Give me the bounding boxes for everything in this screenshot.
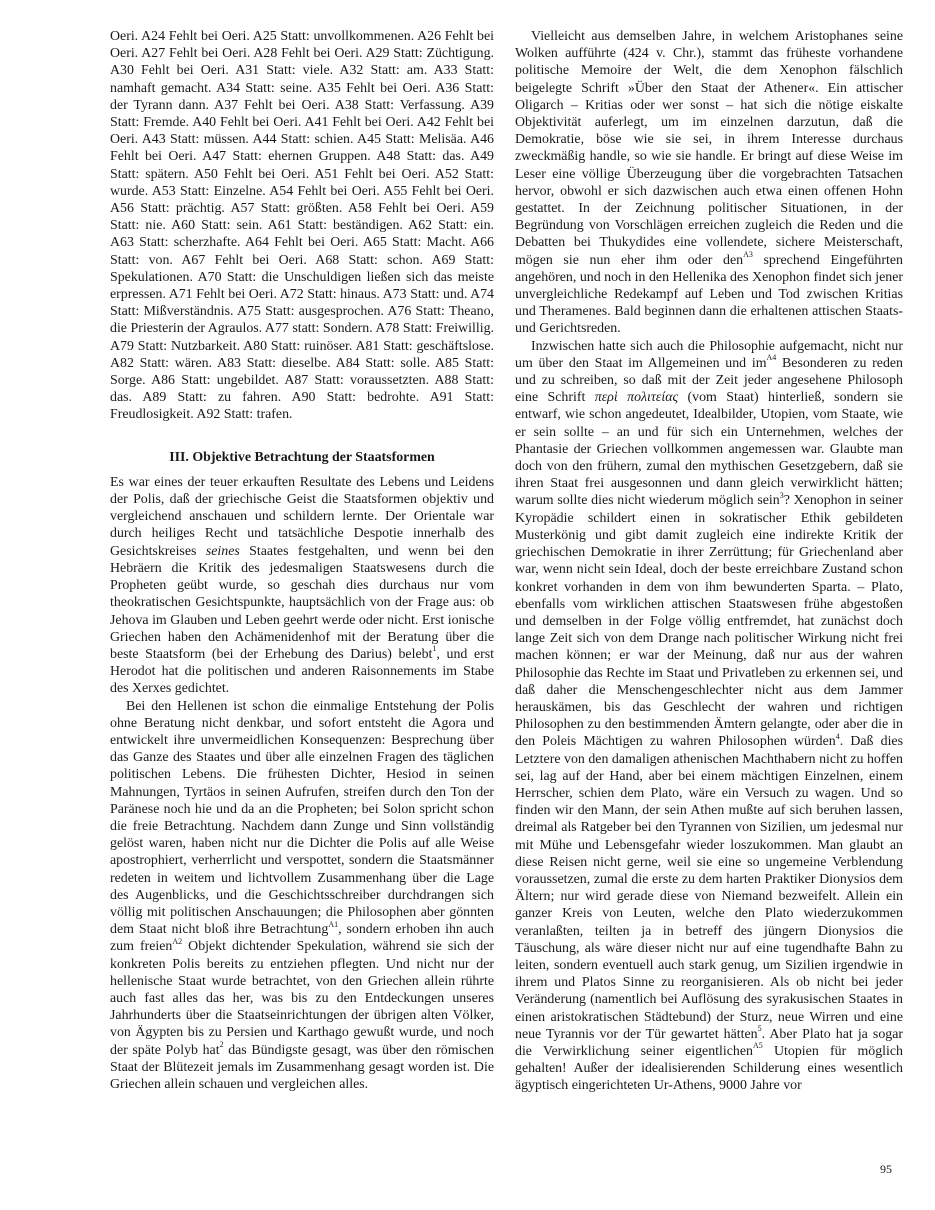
footnote-ref: 3 bbox=[779, 490, 784, 500]
body-paragraph-1: Es war eines der teuer erkauften Resultate des Lebens und Leidens der Polis, daß der griechische Geist die Staatsformen objektiv und vergleichend anschauen und schildern lernte. Der Orientale war durch heiliges Recht und tatsächliche Despotie innerhalb des Gesichtskreises seines Staates festgehalten, und wenn bei den Hebräern die Kritik des jedesmaligen Staatswesens durch die Propheten geübt wurde, so geschah dies durchaus nur vom theokratischen Gesichtspunkte, hauptsächlich von der Frage aus: ob Jehova im Glauben und Leben geehrt werde oder nicht. Erst ionische Griechen haben den Achämenidenhof mit der Beratung über die beste Staatsform (bei der Erhebung des Darius) belebt$^1$, und erst Herodot hat die politischen und anderen Raisonnements im Stabe des Xerxes gedichtet. bbox=[110, 474, 494, 697]
endnotes-paragraph: Oeri. A24 Fehlt bei Oeri. A25 Statt: unvollkommenen. A26 Fehlt bei Oeri. A27 Fehlt bei Oeri. A28 Fehlt bei Oeri. A29 Statt: Züchtigung. A30 Fehlt bei Oeri. A31 Statt: viele. A32 Statt: am. A33 Statt: namhaft gemacht. A34 Statt: seine. A35 Fehlt bei Oeri. A36 Statt: der Tyrann dann. A37 Fehlt bei Oeri. A38 Statt: Verfassung. A39 Statt: Fremde. A40 Fehlt bei Oeri. A41 Fehlt bei Oeri. A42 Fehlt bei Oeri. A43 Statt: müssen. A44 Statt: schien. A45 Statt: Melisäa. A46 Fehlt bei Oeri. A47 Statt: ehernen Gruppen. A48 Statt: das. A49 Statt: spätern. A50 Fehlt bei Oeri. A51 Fehlt bei Oeri. A52 Statt: wurde. A53 Statt: Einzelne. A54 Fehlt bei Oeri. A55 Fehlt bei Oeri. A56 Statt: prächtig. A57 Statt: größten. A58 Fehlt bei Oeri. A59 Statt: nie. A60 Statt: sein. A61 Statt: beständigen. A62 Statt: ein. A63 Statt: scherzhafte. A64 Fehlt bei Oeri. A65 Statt: Macht. A66 Statt: von. A67 Fehlt bei Oeri. A68 Statt: schon. A69 Statt: Spekulationen. A70 Statt: die Unschuldigen ließen sich das meiste erpressen. A71 Fehlt bei Oeri. A72 Statt: hinaus. A73 Statt: und. A74 Statt: Mißverständnis. A75 Statt: ausgesprochen. A76 Statt: Theano, die Priesterin der Agraulos. A77 statt: Sondern. A78 Statt: Freiwillig. A79 Statt: Nutzbarkeit. A80 Statt: ruinöser. A81 Statt: geschäftslose. A82 Statt: wären. A83 Statt: dieselbe. A84 Statt: solle. A85 Statt: Sorge. A86 Statt: ungebildet. A87 Statt: voraussetzten. A88 Statt: das. A89 Statt: zu fahren. A90 Statt: bedrohte. A91 Statt: Freudlosigkeit. A92 Statt: trafen. bbox=[110, 29, 494, 423]
footnote-ref: 5 bbox=[757, 1024, 762, 1034]
footnote-ref: 2 bbox=[219, 1039, 224, 1049]
body-paragraph-2: Bei den Hellenen ist schon die einmalige Entstehung der Polis ohne Beratung nicht denkbar, und sofort entsteht die Agora und entwickelt ihre unvermeidlichen Konsequenzen: Besprechung über das Ganze des Staates und über alle einzelnen Fragen des täglichen politischen Lebens. Die frühesten Dichter, Hesiod in seinen Mahnungen, Tyrtäos in seinen Aufrufen, streifen durch den Ton der Paränese noch hie und da an die Propheten; bei Solon spricht schon die freie Betrachtung. Nachdem dann Zunge und Sinn vollständig gelöst waren, haben nicht nur die Dichter die Polis auf alle Weise apostrophiert, verherrlicht und verspottet, sondern die Staatsmänner redeten in weitem und lichtvollem Zusammenhang über die Lage des Augenblicks, und die Geschichtsschreiber durchdrangen sich völlig mit politischen Anschauungen; die Philosophen aber gönnten dem Staat nicht bloß ihre Betrachtung$^{A1}$, sondern erhoben ihn auch zum freien$^{A2}$ Objekt dichtender Spekulation, während sie sich der konkreten Polis bereits zu entziehen pflegten. Und nicht nur der hellenische Staat wurde betrachtet, von den Griechen allein rührte auch fast alles das her, was bis zu den Entdeckungen unseres Jahrhunderts über die Staatseinrichtungen der übrigen alten Völker, von Ägypten bis zu Persien und Karthago gewußt wurde, und noch der späte Polyb hat$^2$ das Bündigste gesagt, was über den römischen Staat der Blütezeit jemals im Zusammenhang gesagt worden ist. Die Griechen allein schauen und vergleichen alles. bbox=[110, 698, 494, 1092]
footnote-ref: A2 bbox=[172, 936, 183, 946]
greek-title: περὶ πολιτείας bbox=[594, 390, 679, 406]
section-heading: III. Objektive Betrachtung der Staatsformen bbox=[169, 449, 435, 465]
emphasis: seines bbox=[205, 543, 240, 559]
footnote-ref: A4 bbox=[766, 353, 777, 363]
footnote-ref: A3 bbox=[743, 250, 753, 260]
footnote-ref: 4 bbox=[835, 731, 840, 741]
body-paragraph-4: Inzwischen hatte sich auch die Philosophie aufgemacht, nicht nur um über den Staat im Allgemeinen und $im^{A4}$ Besonderen zu reden und zu schreiben, so daß mit der Zeit jeder angesehene Philosoph eine Schrift περὶ πολιτείας (vom Staat) hinterließ, sondern sie entwarf, wie schon angedeutet, Idealbilder, Utopien, vom Staate, wie er sein sollte – an und für sich ein Unternehmen, welches der Phantasie der Griechen vollkommen angemessen war. Glaubte man doch von den frühern, zumal den mythischen Gesetzgebern, daß sie ihren Staat frei ausgesonnen und dann gleich verwirklicht hätten; warum sollte dies nicht wiederum möglich sein$^3$? Xenophon in seiner Kyropädie schildert einen in sokratischer Ethik gebildeten Musterkönig und gibt damit zugleich eine indirekte Kritik der griechischen Demokratie in ihrer Zerrüttung; für Griechenland aber war, wenn nicht sein Ideal, doch der beste erreichbare Zustand schon konkret vorhanden in dem von ihm bewunderten Sparta. – Plato, ebenfalls vom wirklichen attischen Staatswesen frühe abgestoßen und demselben in der Folge völlig entfremdet, hat zunächst doch lange Zeit sich von dem Drange nach politischer Wirkung nicht frei machen können; er war der Meinung, daß nur aus der wahren Philosophie das Rechte im Staat und Privatleben zu erkennen sei, und daß daher die Menschengeschlechter nicht aus dem Jammer herauskämen, bis das Geschlecht der wahren und richtigen Philosophen zu den bestimmenden Ämtern gelangte, oder aber die in den Poleis Mächtigen zu wahren Philosophen würden$^4$. Daß dies Letztere von den damaligen athenischen Machthabern nicht zu hoffen sei, lag auf der Hand, aber bei einem mächtigen Einzelnen, einem Herrscher, schien dem Plato, wäre ein Versuch zu wagen. Und so finden wir den Mann, der sein Athen mußte auf sich beruhen lassen, dreimal als Ratgeber bei den Tyrannen von Sizilien, um jedesmal nur mit Mühe und Lebensgefahr wieder loszukommen. Man glaubt an diese Reisen nicht gerne, weil sie eine so ungemeine Verblendung voraussetzen, zumal die erste zu dem harten Praktiker Dionysios dem Ältern; nur wird gerade diese von Niemand bezweifelt. Allein ein ganzer Kreis von Leuten, welche den Plato wiederzukommen veranlaßten, teilten ja in betreff des jüngern Dionysios die Täuschung, als wäre dieser nicht nur auf eine tugendhafte Bahn zu leiten, sondern eventuell auch stark genug, um Sizilien irgendwie in ihrem und Platos Sinne zu reorganisieren. Als ob nicht bei jeder Veränderung (namentlich bei Auflösung des syrakusischen Staates in einen aristokratischen Städtebund) der Sturz, neue Wirren und eine neue Tyrannis vor der Tür gewartet hätten$^5$. Aber Plato hat ja sogar die Verwirklichung seiner eigentlichen$^{A5}$ Utopien für möglich gehalten! Außer der idealisierenden Schilderung eines wesentlich ägyptisch eingerichteten Ur-Athens, 9000 Jahre vor bbox=[515, 338, 904, 1094]
body-paragraph-3: Vielleicht aus demselben Jahre, in welchem Aristophanes seine Wolken aufführte (424 v. Chr.), stammt das früheste vorhandene politische Memoire der Welt, die dem Xenophon fälschlich beigelegte Schrift »Über den Staat der Athener«. Ein attischer Oligarch – Kritias oder wer sonst – hat sich die nötige eiskalte Objektivität auferlegt, um im einzelnen darzutun, daß die Demokratie, böse wie sie sei, in ihrem Interesse durchaus zweckmäßig handle, so wie sie handle. Er bringt auf diese Weise im Leser eine völlige Überzeugung über die vorgebrachten Tatsachen hervor, obwohl er sich dazwischen auch etwa einen offenen Hohn gestattet. In der Zeichnung politischer Situationen, in der Begründung von Vorschlägen erreichen zugleich die Reden und die Debatten bei Thukydides eine vollendete, sichere Meisterschaft, mögen sie nun eher ihm oder den$^{A3}$ sprechend Eingeführten angehören, und noch in den Hellenika des Xenophon findet sich jener unvergleichliche Redekampf auf Leben und Tod zwischen Kritias und Theramenes. Bald beginnen dann die erhaltenen attischen Staats- und Gerichtsreden. bbox=[515, 29, 903, 337]
right-column bbox=[515, 28, 903, 1095]
left-column bbox=[110, 28, 494, 1093]
page-number: 95 bbox=[880, 1162, 892, 1176]
footnote-ref: 1 bbox=[432, 644, 437, 654]
footnote-ref: A5 bbox=[752, 1041, 763, 1051]
footnote-ref: A1 bbox=[328, 919, 339, 929]
